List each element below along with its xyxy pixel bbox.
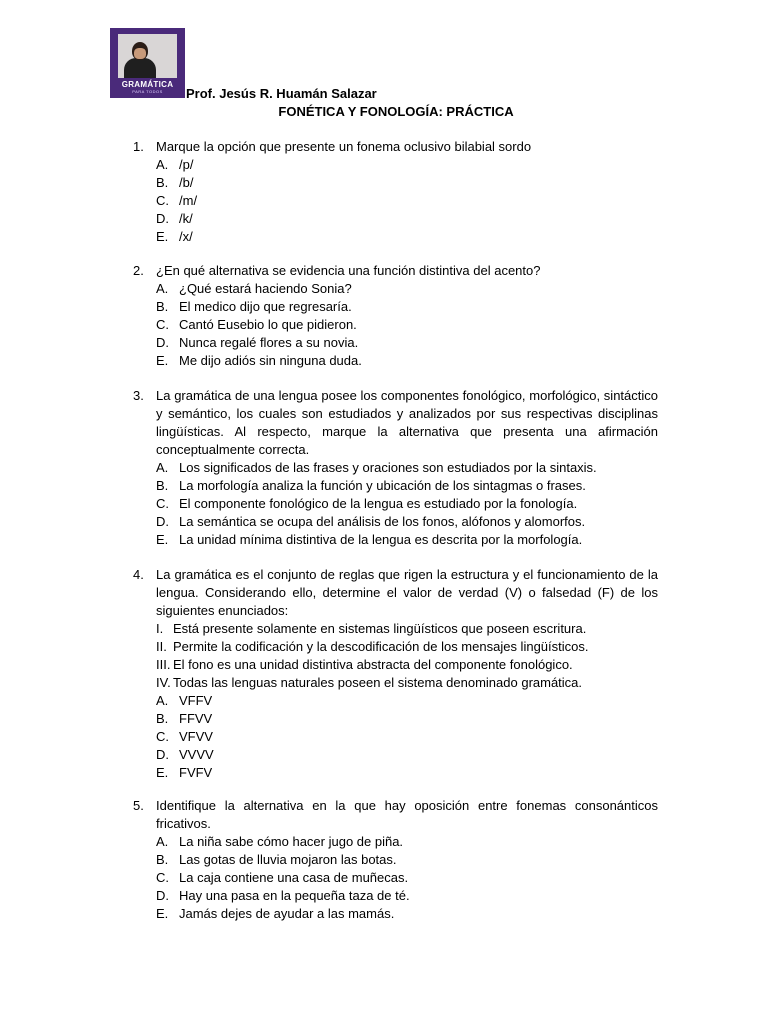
statement-label: II.	[156, 639, 167, 654]
option-letter: E.	[156, 353, 169, 368]
option-text: ¿Qué estará haciendo Sonia?	[179, 281, 352, 296]
question-text: ¿En qué alternativa se evidencia una función distintiva del acento?	[156, 263, 541, 278]
option-text: VFVV	[179, 729, 213, 744]
option-text: El componente fonológico de la lengua es estudiado por la fonología.	[179, 496, 578, 511]
option	[156, 210, 658, 228]
option	[156, 459, 658, 477]
option-letter: E.	[156, 532, 169, 547]
option-text: La niña sabe cómo hacer jugo de piña.	[179, 834, 404, 849]
question-2	[133, 262, 658, 370]
option-letter: B.	[156, 175, 169, 190]
option-letter: A.	[156, 281, 169, 296]
option	[156, 477, 658, 495]
option-letter: A.	[156, 834, 169, 849]
statement	[156, 638, 658, 656]
option-letter: A.	[156, 460, 169, 475]
option	[156, 905, 658, 923]
question-1	[133, 138, 658, 246]
statement	[156, 620, 658, 638]
option-letter: A.	[156, 157, 169, 172]
question-text: Marque la opción que presente un fonema oclusivo bilabial sordo	[156, 139, 532, 154]
statement-label: III.	[156, 657, 171, 672]
option	[156, 869, 658, 887]
statement-text: Todas las lenguas naturales poseen el sistema denominado gramática.	[173, 675, 583, 690]
statement-text: Está presente solamente en sistemas lingüísticos que poseen escritura.	[173, 621, 587, 636]
option-text: La unidad mínima distintiva de la lengua es descrita por la morfología.	[179, 532, 583, 547]
option-text: El medico dijo que regresaría.	[179, 299, 352, 314]
option-letter: A.	[156, 693, 169, 708]
question-text: La gramática es el conjunto de reglas que rigen la estructura y el funcionamiento de la lengua. Considerando ello, determine el valor de verdad (V) o falsedad (F) de los siguientes enunciados:	[156, 567, 658, 618]
statement-label: IV.	[156, 675, 171, 690]
option-text: La morfología analiza la función y ubicación de los sintagmas o frases.	[179, 478, 586, 493]
option	[156, 887, 658, 905]
option-text: /x/	[179, 229, 193, 244]
option-letter: D.	[156, 747, 169, 762]
option	[156, 728, 658, 746]
option-text: FVFV	[179, 765, 213, 780]
option-letter: B.	[156, 299, 169, 314]
option	[156, 298, 658, 316]
question-5	[133, 797, 658, 923]
option	[156, 833, 658, 851]
option	[156, 764, 658, 782]
option	[156, 280, 658, 298]
question-number: 3.	[133, 388, 144, 403]
option-text: Cantó Eusebio lo que pidieron.	[179, 317, 357, 332]
option	[156, 228, 658, 246]
option-letter: C.	[156, 729, 169, 744]
option	[156, 334, 658, 352]
question-text: Identifique la alternativa en la que hay oposición entre fonemas consonánticos fricativos.	[156, 798, 658, 831]
option	[156, 746, 658, 764]
option-text: Las gotas de lluvia mojaron las botas.	[179, 852, 397, 867]
option-text: Nunca regalé flores a su novia.	[179, 335, 359, 350]
option	[156, 692, 658, 710]
question-3	[133, 387, 658, 549]
question-number: 2.	[133, 263, 144, 278]
question-number: 4.	[133, 567, 144, 582]
option-letter: E.	[156, 765, 169, 780]
logo-subtitle: PARA TODOS	[132, 89, 163, 94]
statement-text: Permite la codificación y la descodificación de los mensajes lingüísticos.	[173, 639, 589, 654]
option-text: /m/	[179, 193, 198, 208]
statement	[156, 656, 658, 674]
question-4	[133, 566, 658, 782]
option-letter: B.	[156, 852, 169, 867]
author-name: Prof. Jesús R. Huamán Salazar	[186, 86, 377, 101]
option-text: Jamás dejes de ayudar a las mamás.	[179, 906, 395, 921]
option-letter: D.	[156, 335, 169, 350]
option-letter: C.	[156, 317, 169, 332]
option-letter: D.	[156, 211, 169, 226]
logo-title: GRAMÁTICA	[121, 80, 174, 89]
option	[156, 513, 658, 531]
option-letter: B.	[156, 711, 169, 726]
statement-text: El fono es una unidad distintiva abstracta del componente fonológico.	[173, 657, 573, 672]
option-text: La caja contiene una casa de muñecas.	[179, 870, 409, 885]
option-letter: C.	[156, 496, 169, 511]
logo	[110, 28, 185, 98]
option-letter: D.	[156, 888, 169, 903]
question-text: La gramática de una lengua posee los componentes fonológico, morfológico, sintáctico y semántico, los cuales son estudiados y analizados por sus respectivas disciplinas lingüísticas. Al respecto, marque la alternativa que presenta una afirmación conceptualmente correcta.	[156, 388, 658, 457]
option-text: VVVV	[179, 747, 214, 762]
option	[156, 316, 658, 334]
option-text: VFFV	[179, 693, 213, 708]
option-letter: C.	[156, 193, 169, 208]
option	[156, 174, 658, 192]
option-text: /k/	[179, 211, 193, 226]
question-number: 1.	[133, 139, 144, 154]
option	[156, 531, 658, 549]
option	[156, 495, 658, 513]
question-number: 5.	[133, 798, 144, 813]
option	[156, 851, 658, 869]
statement-label: I.	[156, 621, 164, 636]
option	[156, 352, 658, 370]
logo-person-face	[134, 48, 146, 59]
statement	[156, 674, 658, 692]
option-text: Los significados de las frases y oraciones son estudiados por la sintaxis.	[179, 460, 597, 475]
logo-person-body	[124, 58, 156, 78]
option-text: Me dijo adiós sin ninguna duda.	[179, 353, 362, 368]
option-text: FFVV	[179, 711, 213, 726]
option-letter: E.	[156, 906, 169, 921]
document-title: FONÉTICA Y FONOLOGÍA: PRÁCTICA	[278, 104, 514, 119]
option-letter: C.	[156, 870, 169, 885]
option	[156, 710, 658, 728]
option-letter: E.	[156, 229, 169, 244]
option	[156, 156, 658, 174]
option-text: /b/	[179, 175, 194, 190]
option-letter: D.	[156, 514, 169, 529]
option-text: La semántica se ocupa del análisis de los fonos, alófonos y alomorfos.	[179, 514, 586, 529]
option-letter: B.	[156, 478, 169, 493]
option-text: /p/	[179, 157, 194, 172]
option-text: Hay una pasa en la pequeña taza de té.	[179, 888, 410, 903]
option	[156, 192, 658, 210]
